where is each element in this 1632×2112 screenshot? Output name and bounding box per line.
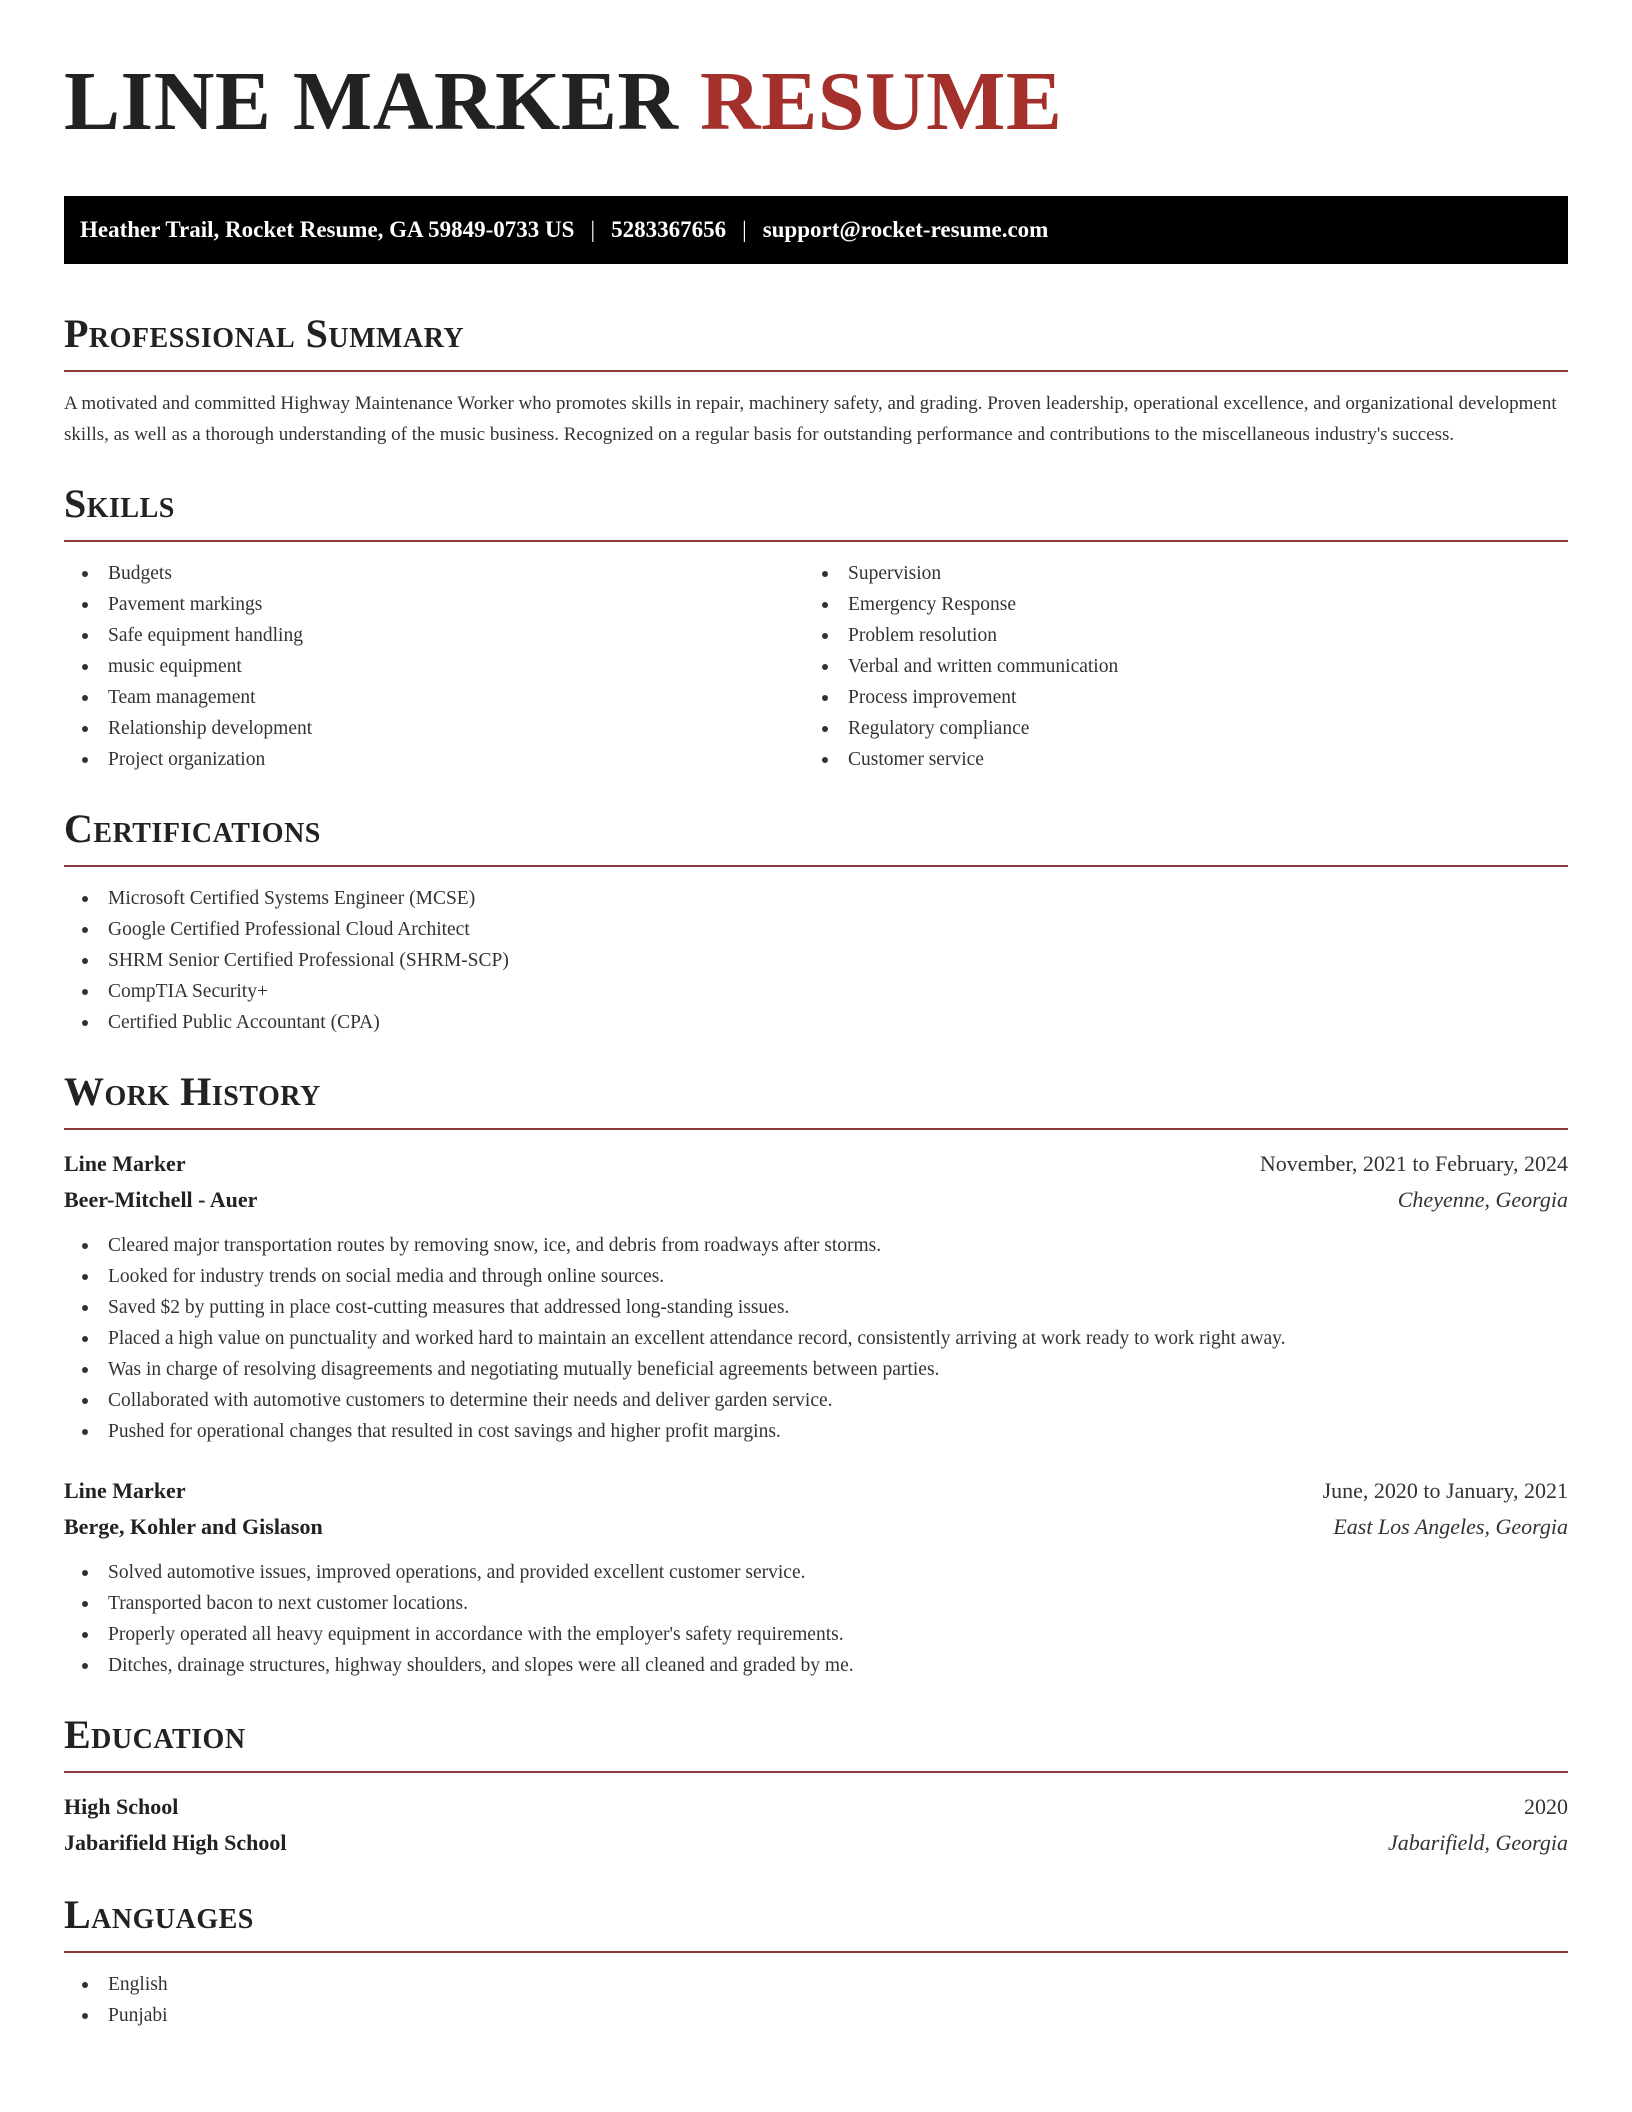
list-item: Relationship development <box>64 713 804 744</box>
contact-separator: | <box>742 217 747 242</box>
skills-columns <box>64 542 1568 775</box>
contact-phone: 5283367656 <box>611 217 727 242</box>
list-item: Ditches, drainage structures, highway shoulders, and slopes were all cleaned and graded by me. <box>64 1650 1568 1681</box>
job-company: Berge, Kohler and Gislason <box>64 1514 323 1539</box>
list-item: Verbal and written communication <box>804 651 1544 682</box>
work-history-section <box>64 1069 1568 1681</box>
languages-list <box>64 1969 1568 2031</box>
list-item: Problem resolution <box>804 620 1544 651</box>
contact-address: Heather Trail, Rocket Resume, GA 59849-0733 US <box>80 217 575 242</box>
contact-bar <box>64 196 1568 264</box>
summary-text: A motivated and committed Highway Maintenance Worker who promotes skills in repair, machinery safety, and grading. Proven leadership, operational excellence, and organizational development skills, as well as a thorough understanding of the music business. Recognized on a regular basis for outstanding performance and contributions to the miscellaneous industry's success. <box>64 393 1557 445</box>
list-item: SHRM Senior Certified Professional (SHRM-SCP) <box>64 945 1568 976</box>
list-item: Regulatory compliance <box>804 713 1544 744</box>
list-item: Looked for industry trends on social media and through online sources. <box>64 1261 1568 1292</box>
list-item: Supervision <box>804 558 1544 589</box>
list-item: Collaborated with automotive customers to determine their needs and deliver garden service. <box>64 1385 1568 1416</box>
job-dates: November, 2021 to February, 2024 <box>1259 1151 1568 1176</box>
list-item: Customer service <box>804 744 1544 775</box>
section-heading-skills: Skills <box>64 481 175 526</box>
skills-list-right <box>804 558 1544 775</box>
job-subheader <box>64 1182 1568 1218</box>
education-header <box>64 1789 1568 1825</box>
list-item: Safe equipment handling <box>64 620 804 651</box>
job-company: Beer-Mitchell - Auer <box>64 1187 258 1212</box>
list-item: Properly operated all heavy equipment in accordance with the employer's safety requirements. <box>64 1619 1568 1650</box>
job-location: Cheyenne, Georgia <box>1397 1187 1568 1212</box>
job-entry <box>64 1146 1568 1447</box>
section-divider <box>64 865 1568 867</box>
education-subheader <box>64 1825 1568 1861</box>
list-item: Emergency Response <box>804 589 1544 620</box>
section-heading-languages: Languages <box>64 1892 254 1937</box>
list-item: Transported bacon to next customer locations. <box>64 1588 1568 1619</box>
summary-section <box>64 311 1568 450</box>
list-item: Budgets <box>64 558 804 589</box>
certifications-list <box>64 883 1568 1038</box>
job-title: Line Marker <box>64 1151 186 1176</box>
contact-separator: | <box>590 217 596 242</box>
job-location: East Los Angeles, Georgia <box>1333 1514 1568 1539</box>
job-dates: June, 2020 to January, 2021 <box>1322 1478 1568 1503</box>
job-title: Line Marker <box>64 1478 186 1503</box>
job-bullets <box>64 1557 1568 1681</box>
list-item: Solved automotive issues, improved operations, and provided excellent customer service. <box>64 1557 1568 1588</box>
section-heading-summary: Professional Summary <box>64 311 465 356</box>
job-subheader <box>64 1509 1568 1545</box>
education-degree: High School <box>64 1794 179 1819</box>
education-section <box>64 1712 1568 1861</box>
list-item: Placed a high value on punctuality and worked hard to maintain an excellent attendance record, consistently arriving at work ready to work right away. <box>64 1323 1568 1354</box>
list-item: music equipment <box>64 651 804 682</box>
list-item: Microsoft Certified Systems Engineer (MCSE) <box>64 883 1568 914</box>
list-item: Punjabi <box>64 2000 1568 2031</box>
job-entry <box>64 1473 1568 1681</box>
education-entry <box>64 1789 1568 1861</box>
education-year: 2020 <box>1524 1794 1568 1819</box>
section-heading-work-history: Work History <box>64 1069 321 1114</box>
list-item: English <box>64 1969 1568 2000</box>
job-bullets <box>64 1230 1568 1447</box>
section-divider <box>64 1128 1568 1130</box>
list-item: Pushed for operational changes that resulted in cost savings and higher profit margins. <box>64 1416 1568 1447</box>
section-divider <box>64 1951 1568 1953</box>
contact-email: support@rocket-resume.com <box>762 217 1049 242</box>
job-header <box>64 1473 1568 1509</box>
list-item: Was in charge of resolving disagreements and negotiating mutually beneficial agreements between parties. <box>64 1354 1568 1385</box>
list-item: CompTIA Security+ <box>64 976 1568 1007</box>
skills-list-left <box>64 558 804 775</box>
list-item: Google Certified Professional Cloud Architect <box>64 914 1568 945</box>
certifications-section <box>64 806 1568 1038</box>
section-heading-certifications: Certifications <box>64 806 321 851</box>
section-heading-education: Education <box>64 1712 246 1757</box>
job-header <box>64 1146 1568 1182</box>
title-main: LINE MARKER <box>64 55 679 148</box>
title-accent: RESUME <box>700 55 1063 148</box>
list-item: Certified Public Accountant (CPA) <box>64 1007 1568 1038</box>
languages-section <box>64 1892 1568 2031</box>
education-location: Jabarifield, Georgia <box>1387 1830 1568 1855</box>
resume-title <box>64 55 1568 156</box>
list-item: Team management <box>64 682 804 713</box>
list-item: Pavement markings <box>64 589 804 620</box>
list-item: Saved $2 by putting in place cost-cutting measures that addressed long-standing issues. <box>64 1292 1568 1323</box>
list-item: Process improvement <box>804 682 1544 713</box>
section-divider <box>64 1771 1568 1773</box>
list-item: Project organization <box>64 744 804 775</box>
list-item: Cleared major transportation routes by removing snow, ice, and debris from roadways after storms. <box>64 1230 1568 1261</box>
section-divider <box>64 370 1568 372</box>
education-school: Jabarifield High School <box>64 1830 287 1855</box>
skills-section <box>64 481 1568 775</box>
